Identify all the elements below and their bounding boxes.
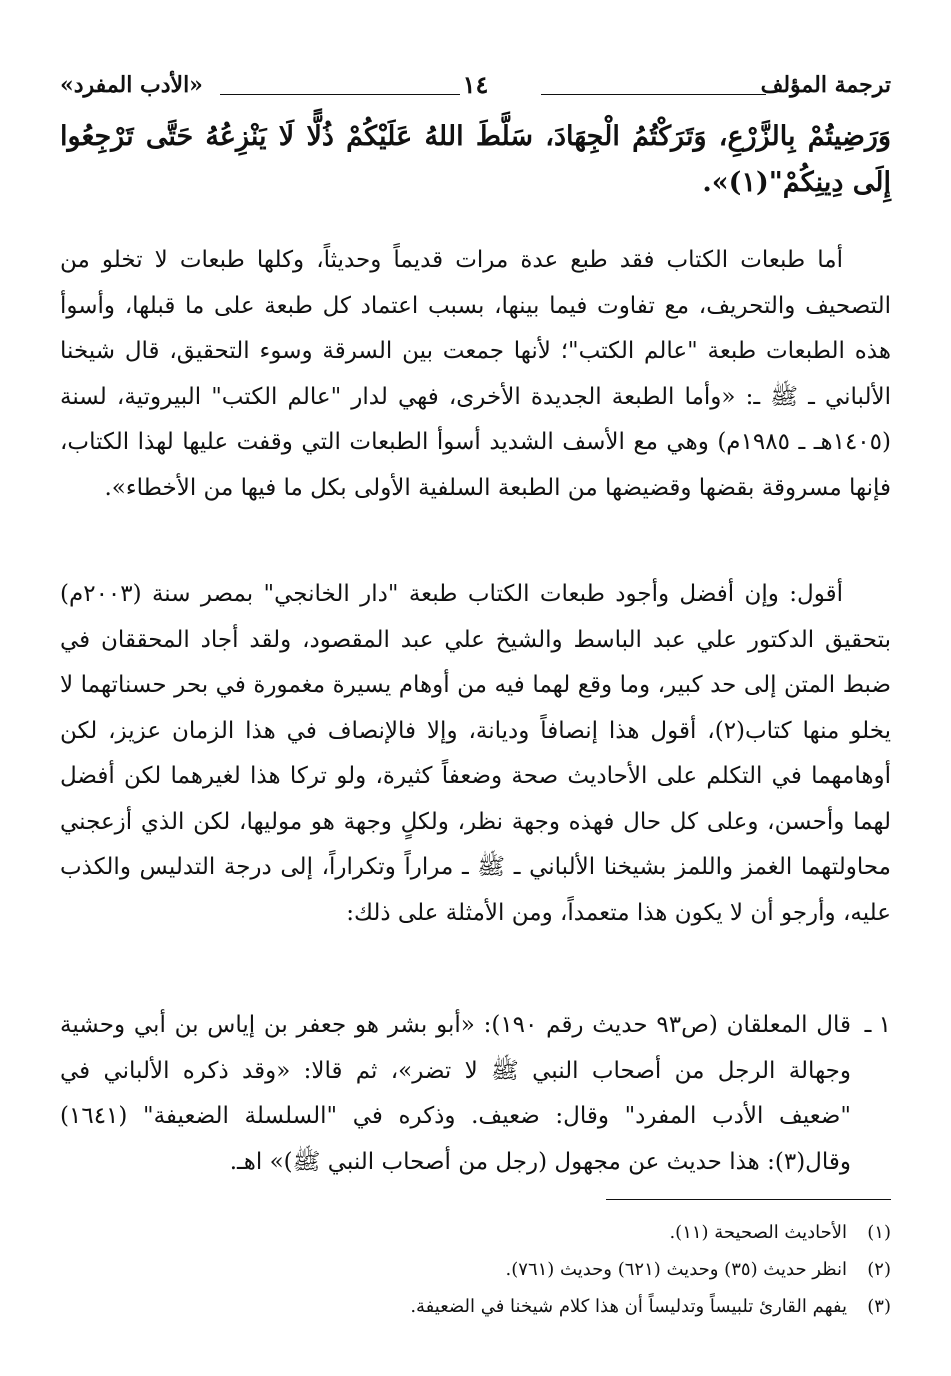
footnote-2 bbox=[60, 1251, 891, 1288]
numbered-item bbox=[60, 1003, 891, 1185]
hadith-quote: وَرَضِيتُمْ بِالزَّرْعِ، وَتَرَكْتُمُ الْجِهَادَ، سَلَّطَ اللهُ عَلَيْكُمْ ذُلًّا لَا يَنْزِعُهُ حَتَّى تَرْجِعُوا إِلَى دِينِكُمْ"(١)». bbox=[60, 121, 891, 198]
footnote-text: الأحاديث الصحيحة (١١). bbox=[669, 1222, 847, 1243]
header-rule-right bbox=[541, 94, 766, 95]
item-text: قال المعلقان (ص٩٣ حديث رقم ١٩٠): «أبو بشر هو جعفر بن إياس بن أبي وحشية وجهالة الرجل من أصحاب النبي ﷺ لا تضر»، ثم قالا: «وقد ذكره الألباني في "ضعيف الأدب المفرد" وقال: ضعيف. وذكره في "السلسلة الضعيفة" (١٦٤١) وقال(٣): هذا حديث عن مجهول (رجل من أصحاب النبي ﷺ)» اهـ. bbox=[60, 1012, 852, 1175]
header-chapter-title: ترجمة المؤلف bbox=[760, 72, 891, 98]
footnote-mark: (١) bbox=[867, 1222, 891, 1243]
footnote-text: يفهم القارئ تلبيساً وتدليساً أن هذا كلام شيخنا في الضعيفة. bbox=[410, 1296, 847, 1317]
footnote-3 bbox=[60, 1288, 891, 1325]
footnote-text: انظر حديث (٣٥) وحديث (٦٢١) وحديث (٧٦١). bbox=[505, 1259, 847, 1280]
header-book-title: «الأدب المفرد» bbox=[60, 72, 203, 98]
header-rule-left bbox=[220, 94, 460, 95]
item-number: ١ ـ bbox=[864, 1012, 891, 1038]
page-number: ١٤ bbox=[462, 70, 489, 99]
footnote-mark: (٢) bbox=[867, 1259, 891, 1280]
footnote-1 bbox=[60, 1214, 891, 1251]
paragraph-editions: أما طبعات الكتاب فقد طبع عدة مرات قديماً وحديثاً، وكلها طبعات لا تخلو من التصحيف والتحريف، مع تفاوت فيما بينها، بسبب اعتماد كل طبعة على ما قبلها، وأسوأ هذه الطبعات طبعة "عالم الكتب"؛ لأنها جمعت بين السرقة وسوء التحقيق، قال شيخنا الألباني ـ ﷺ ـ: «وأما الطبعة الجديدة الأخرى، فهي لدار "عالم الكتب" البيروتية، لسنة (١٤٠٥هـ ـ ١٩٨٥م) وهي مع الأسف الشديد أسوأ الطبعات التي وقفت عليها لهذا الكتاب، فإنها مسروقة بقضها وقضيضها من الطبعة السلفية الأولى بكل ما فيها من الأخطاء». bbox=[60, 247, 891, 501]
paragraph-best-edition: أقول: وإن أفضل وأجود طبعات الكتاب طبعة "دار الخانجي" بمصر سنة (٢٠٠٣م) بتحقيق الدكتور علي عبد الباسط والشيخ علي عبد المقصود، ولقد أجاد المحققان في ضبط المتن إلى حد كبير، وما وقع لهما فيه من أوهام يسيرة مغمورة في بحر حسناتهما لا يخلو منها كتاب(٢)، أقول هذا إنصافاً وديانة، وإلا فالإنصاف في هذا الزمان عزيز، لكن أوهامهما في التكلم على الأحاديث صحة وضعفاً كثيرة، ولو تركا هذا لغيرهما لكن أفضل لهما وأحسن، وعلى كل حال فهذه وجهة نظر، ولكلٍ وجهة هو موليها، لكن الذي أزعجني محاولتهما الغمز واللمز بشيخنا الألباني ـ ﷺ ـ مراراً وتكراراً، إلى درجة التدليس والكذب عليه، وأرجو أن لا يكون هذا متعمداً، ومن الأمثلة على ذلك: bbox=[60, 581, 891, 926]
footnotes bbox=[60, 1214, 891, 1325]
running-header bbox=[60, 70, 891, 104]
footnote-mark: (٣) bbox=[867, 1296, 891, 1317]
footnote-separator bbox=[606, 1199, 891, 1200]
